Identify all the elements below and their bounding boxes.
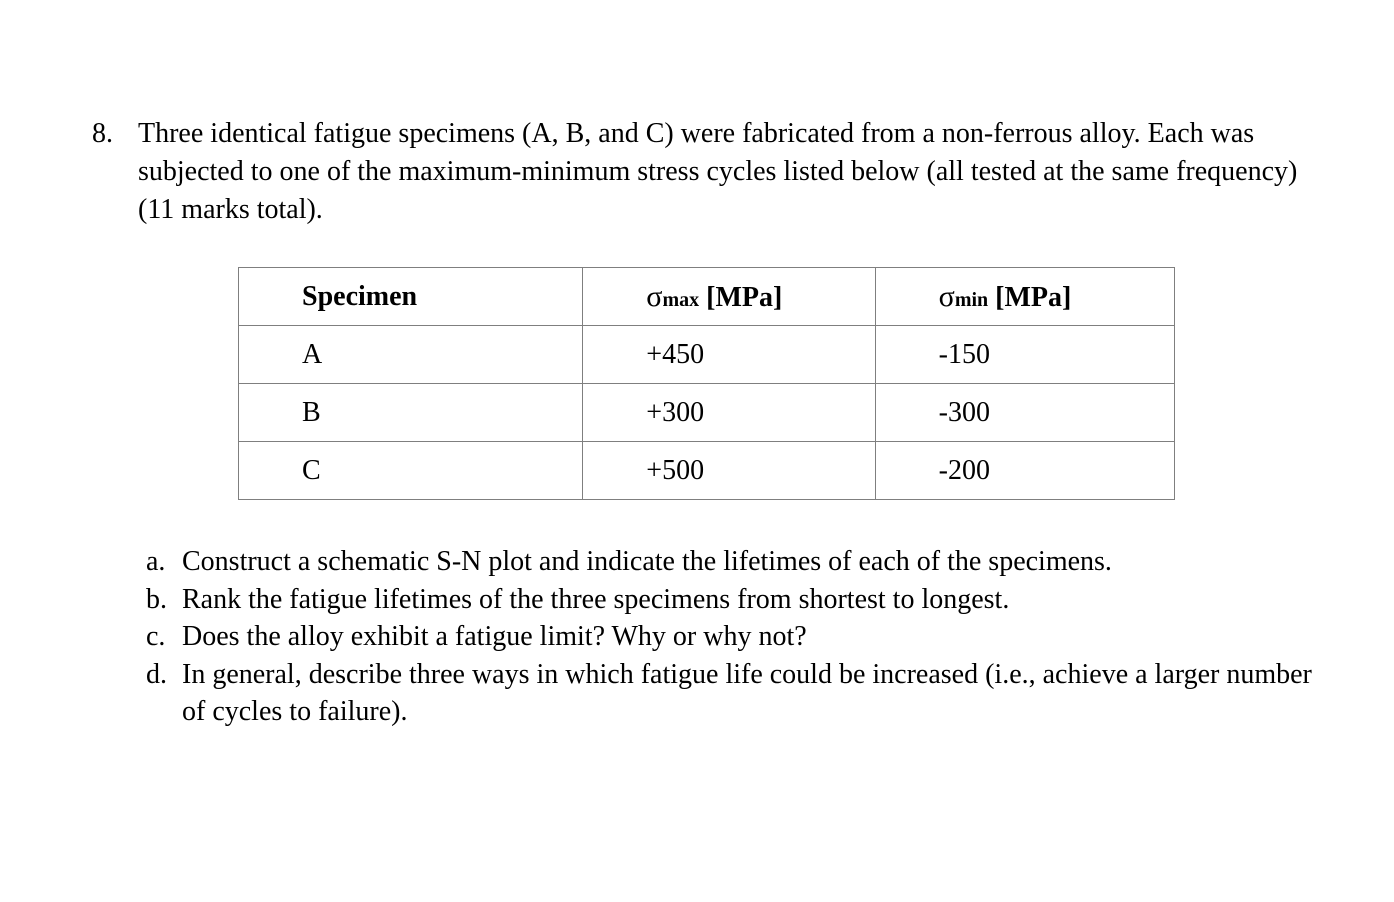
sigma-min-cell: -300 <box>875 384 1174 442</box>
sigma-max-cell: +500 <box>583 442 875 500</box>
specimen-cell: C <box>239 442 583 500</box>
sigma-symbol: σ <box>646 279 663 313</box>
question-text: Three identical fatigue specimens (A, B, and C) were fabricated from a non-ferrous alloy. Each was subjected to one of the maximum-minimum stress cycles listed below (all tested at the same frequency) (11 marks total). <box>138 118 1298 225</box>
subpart-d <box>146 656 1326 731</box>
max-subscript: max <box>662 288 700 311</box>
sigma-min-cell: -200 <box>875 442 1174 500</box>
subpart-c <box>146 618 1326 656</box>
min-subscript: min <box>954 288 989 311</box>
header-specimen: Specimen <box>239 268 583 326</box>
question-number: 8. <box>92 118 113 149</box>
subpart-letter: a. <box>146 546 166 577</box>
specimen-cell: A <box>239 326 583 384</box>
subpart-letter: d. <box>146 658 167 690</box>
subpart-text: Construct a schematic S-N plot and indicate the lifetimes of each of the specimens. <box>182 546 1112 577</box>
table-row <box>239 326 1175 384</box>
sigma-symbol: σ <box>938 279 955 313</box>
sigma-min-cell: -150 <box>875 326 1174 384</box>
specimen-cell: B <box>239 384 583 442</box>
subpart-text: Rank the fatigue lifetimes of the three specimens from shortest to longest. <box>182 583 1010 615</box>
table-row <box>239 442 1175 500</box>
header-sigma-max <box>583 268 875 326</box>
sigma-max-cell: +450 <box>583 326 875 384</box>
stress-cycle-table <box>238 267 1175 500</box>
header-sigma-min <box>875 268 1174 326</box>
subpart-letter: b. <box>146 583 167 615</box>
subpart-a <box>146 543 1326 581</box>
unit-label: [MPa] <box>988 281 1072 313</box>
subparts-list <box>146 543 1326 731</box>
subpart-b <box>146 581 1326 619</box>
sigma-max-cell: +300 <box>583 384 875 442</box>
subpart-text: Does the alloy exhibit a fatigue limit? Why or why not? <box>182 621 807 652</box>
subpart-letter: c. <box>146 621 166 652</box>
unit-label: [MPa] <box>699 281 783 313</box>
table-header-row <box>239 268 1175 326</box>
subpart-text: In general, describe three ways in which fatigue life could be increased (i.e., achieve a larger number of cycles to failure). <box>182 658 1312 727</box>
table-row <box>239 384 1175 442</box>
